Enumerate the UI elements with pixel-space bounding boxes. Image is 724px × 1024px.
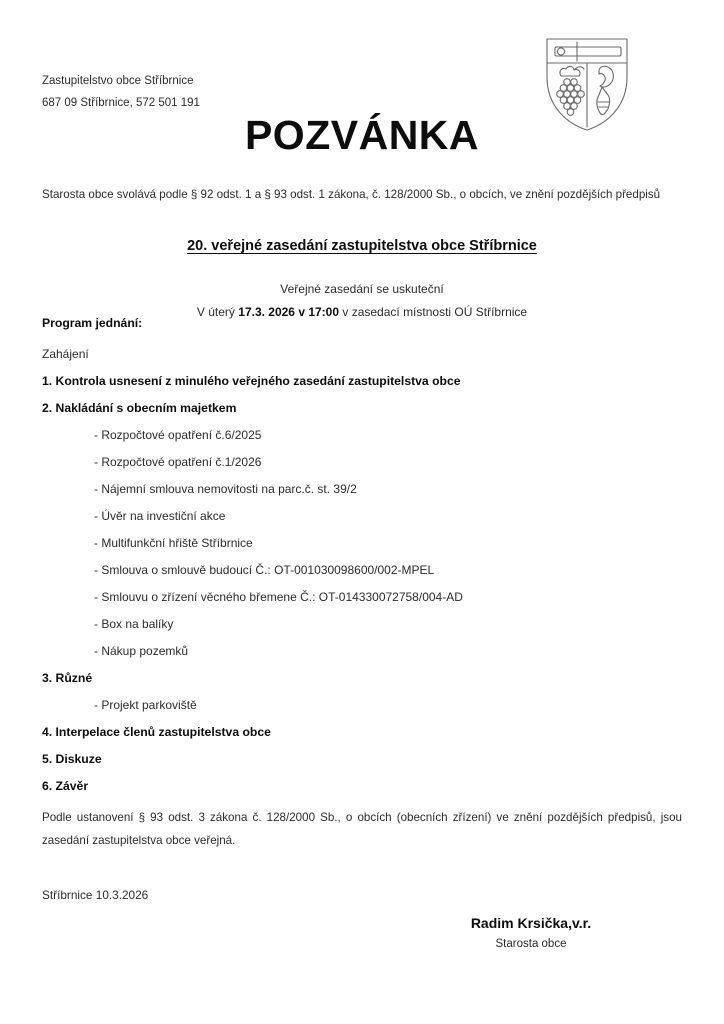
agenda-item-sub: - Smlouva o smlouvě budoucí Č.: OT-001030098600/002-MPEL <box>94 563 435 577</box>
meeting-heading <box>0 238 724 254</box>
meeting-location: v zasedací místnosti OÚ Stříbrnice <box>339 304 528 319</box>
meeting-datetime: 17.3. 2026 v 17:00 <box>238 304 340 319</box>
agenda-list <box>42 348 682 807</box>
signatory-role: Starosta obce <box>495 938 567 950</box>
organization-address: 687 09 Stříbrnice, 572 501 191 <box>42 97 200 110</box>
agenda-item-numbered: 4. Interpelace členů zastupitelstva obce <box>42 725 271 739</box>
agenda-item-sub: - Smlouvu o zřízení věcného břemene Č.: OT-014330072758/004-AD <box>94 590 463 604</box>
place-and-date: Stříbrnice 10.3.2026 <box>42 888 149 902</box>
agenda-item-numbered: 5. Diskuze <box>42 752 102 766</box>
agenda-item-numbered: 2. Nakládání s obecním majetkem <box>42 401 237 415</box>
program-label: Program jednání: <box>42 316 143 330</box>
meeting-heading-text: 20. veřejné zasedání zastupitelstva obce Stříbrnice <box>187 238 537 254</box>
agenda-item-numbered: 1. Kontrola usnesení z minulého veřejného zasedání zastupitelstva obce <box>42 374 461 388</box>
agenda-item-numbered: 6. Závěr <box>42 779 89 793</box>
agenda-item-numbered: 3. Různé <box>42 671 93 685</box>
organization-name: Zastupitelstvo obce Stříbrnice <box>42 75 194 87</box>
agenda-item-sub: - Rozpočtové opatření č.6/2025 <box>94 428 262 442</box>
agenda-item-sub: - Úvěr na investiční akce <box>94 509 226 523</box>
meeting-details-line1: Veřejné zasedání se uskuteční <box>280 282 444 296</box>
page-title: POZVÁNKA <box>244 112 480 158</box>
agenda-item-plain: Zahájení <box>42 347 89 361</box>
legal-outro-paragraph: Podle ustanovení § 93 odst. 3 zákona č. 128/2000 Sb., o obcích (obecních zřízení) ve znění pozdějších předpisů, jsou zasedání zastupitelstva obce veřejná. <box>42 811 682 847</box>
agenda-item-sub: - Multifunkční hřiště Stříbrnice <box>94 536 253 550</box>
meeting-day-prefix: V úterý <box>196 304 239 319</box>
signature-block <box>380 913 682 956</box>
agenda-item-sub: - Nákup pozemků <box>94 644 189 658</box>
agenda-item-sub: - Projekt parkoviště <box>94 698 197 712</box>
agenda-item-sub: - Rozpočtové opatření č.1/2026 <box>94 455 262 469</box>
signatory-name: Radim Krsička,v.r. <box>470 915 592 931</box>
agenda-item-sub: - Nájemní smlouva nemovitosti na parc.č. st. 39/2 <box>94 482 357 496</box>
agenda-item-sub: - Box na balíky <box>94 617 174 631</box>
letterhead <box>42 70 442 115</box>
legal-intro-paragraph: Starosta obce svolává podle § 92 odst. 1 a § 93 odst. 1 zákona, č. 128/2000 Sb., o obcích, ve znění pozdějších předpisů <box>42 188 661 201</box>
